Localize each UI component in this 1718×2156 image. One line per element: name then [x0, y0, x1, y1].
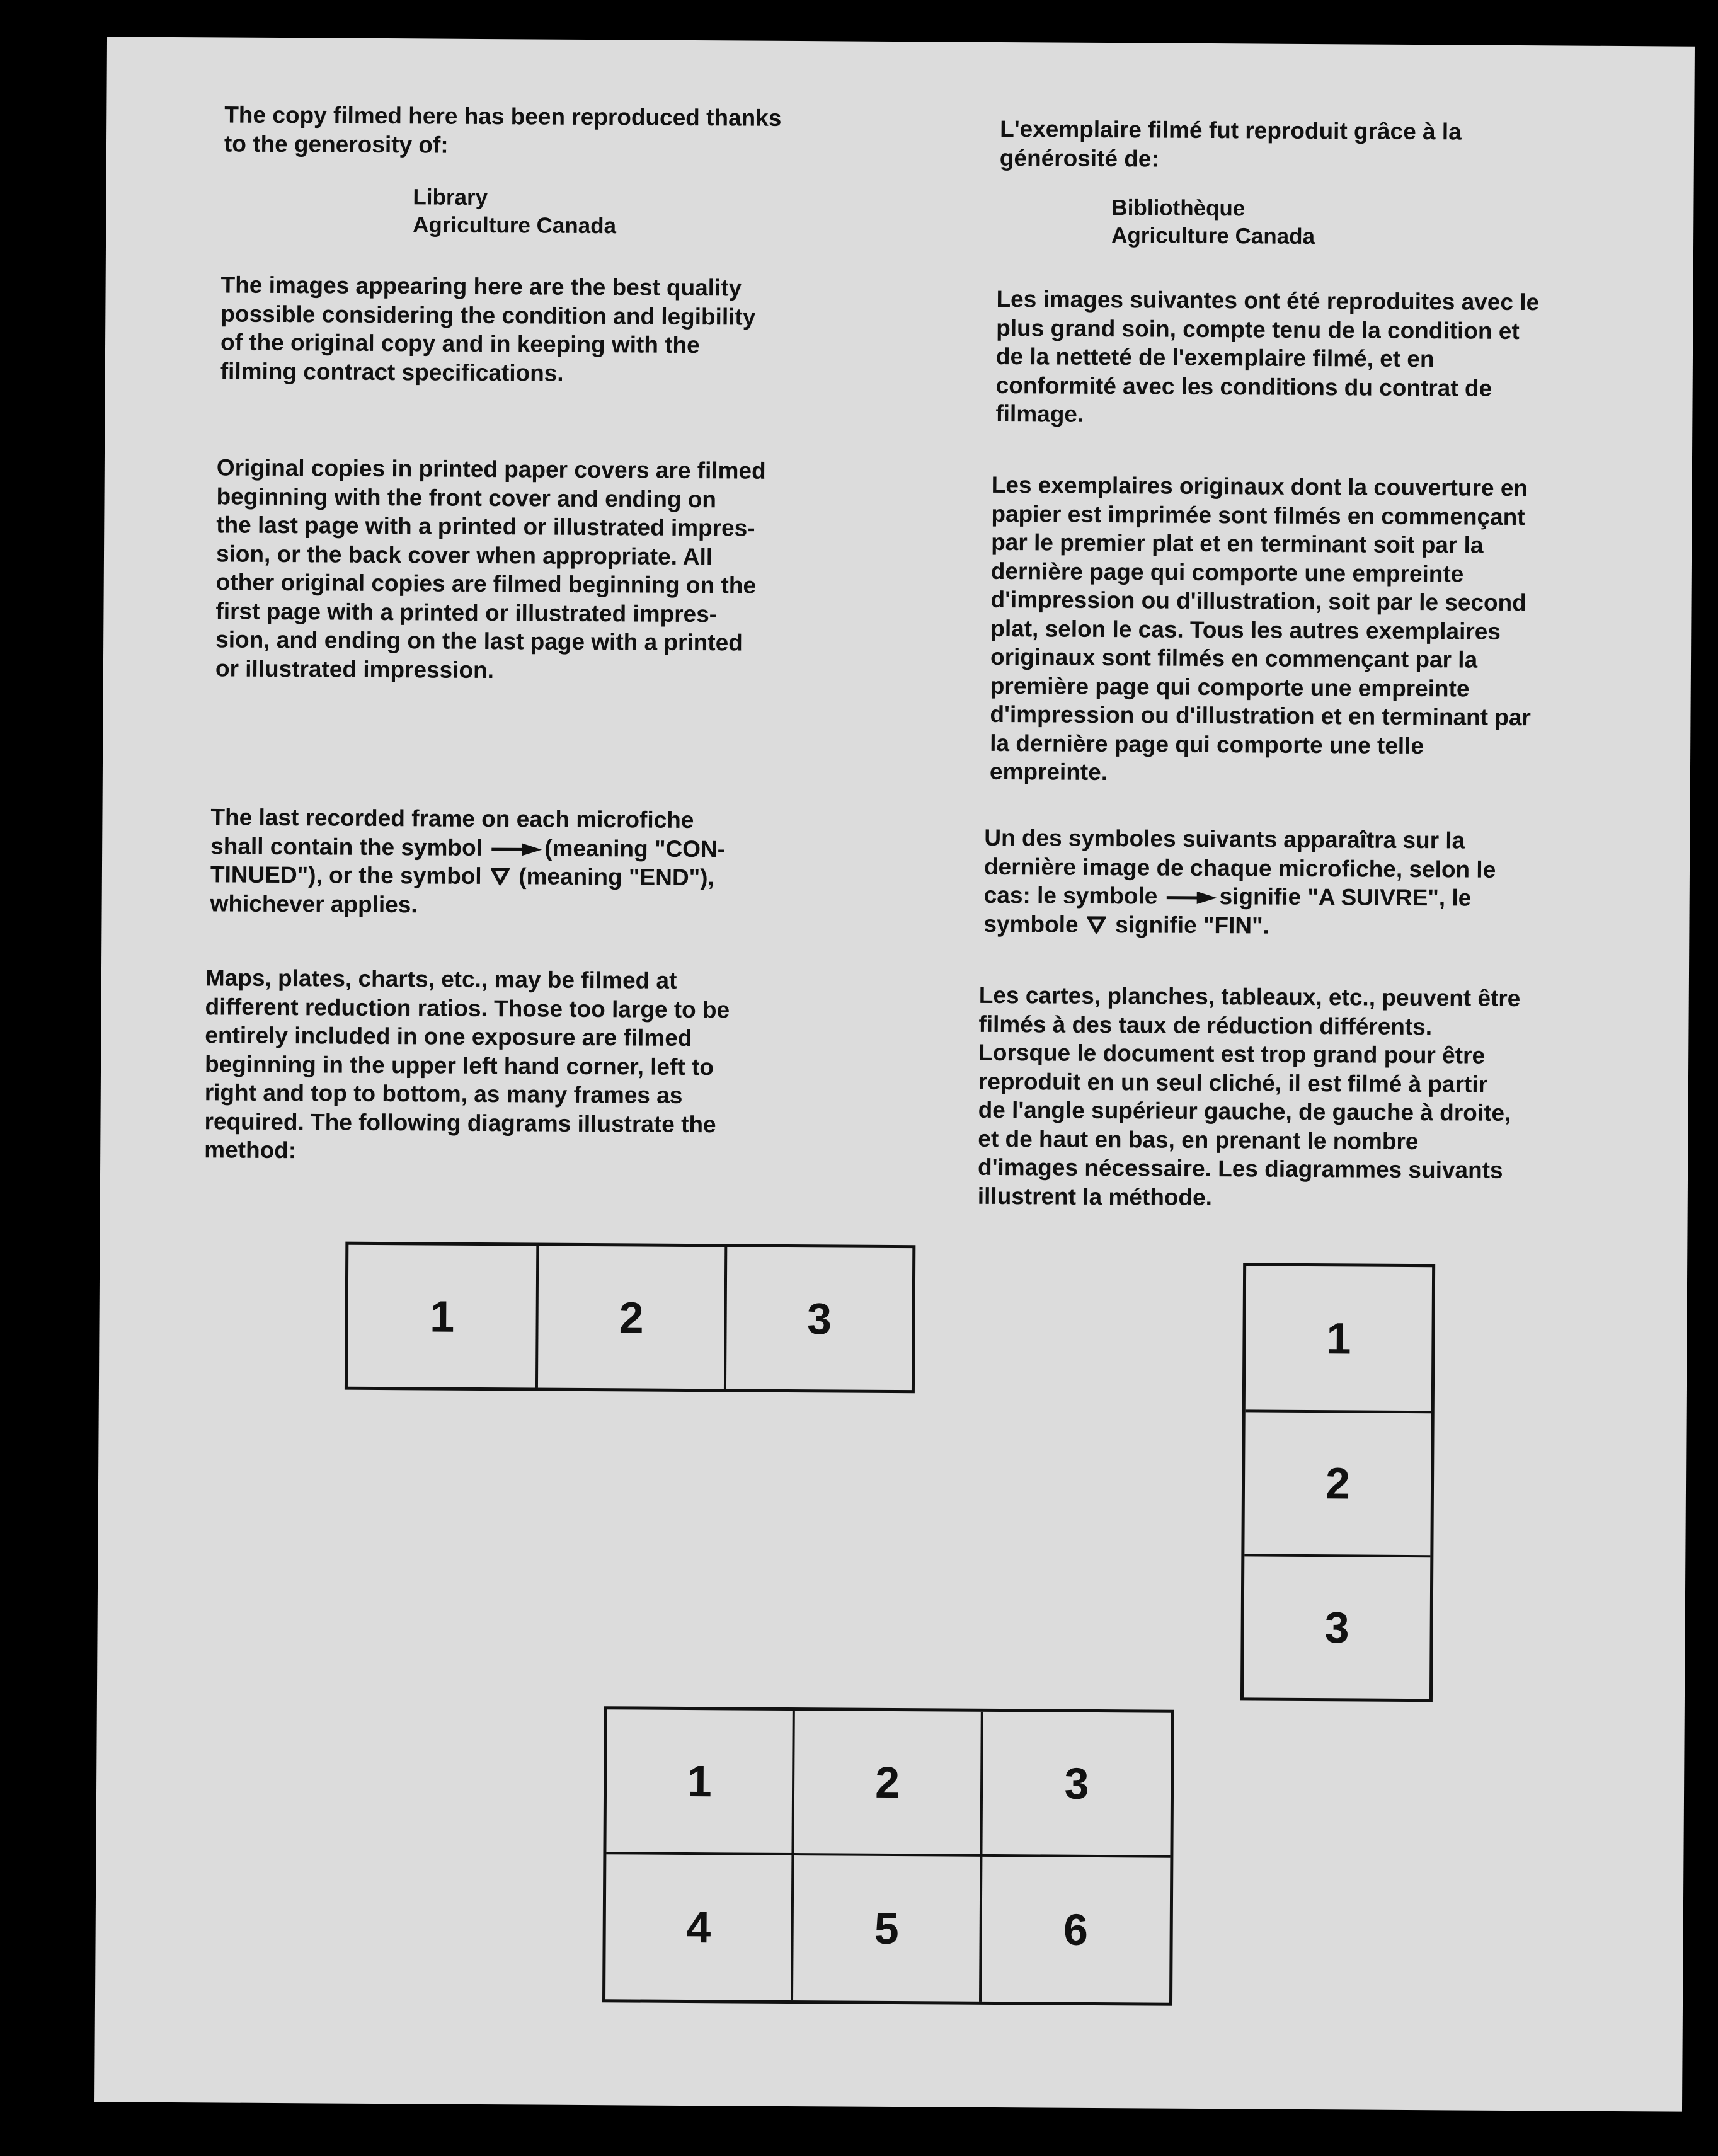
english-intro: The copy filmed here has been reproduced thanks to the generosity of: — [224, 101, 782, 158]
french-covers-paragraph: Les exemplaires originaux dont la couverture en papier est imprimée sont filmés en commençant par le premier plat et en terminant soit par la dernière page qui comporte une empreinte d'impression ou d'illustration, soit par le second plat, selon le cas. Tous les autres exemplaires originaux sont filmés en commençant par la première page qui comporte une empreinte d'impression ou d'illustration et en terminant par la dernière page qui comporte une telle empreinte. — [989, 471, 1532, 786]
frame-cell: 1 — [430, 1292, 455, 1341]
english-quality-paragraph: The images appearing here are the best quality possible considering the condition and legibility of the original copy and in keeping with the filming contract specifications. — [220, 272, 756, 386]
filming-notice-page — [94, 37, 1695, 2111]
six-frame-grid-diagram — [602, 1706, 1174, 2006]
triangle-down-icon — [491, 868, 510, 885]
frame-cell: 3 — [724, 1247, 913, 1390]
frame-cell: 2 — [535, 1246, 724, 1389]
french-maps-paragraph: Les cartes, planches, tableaux, etc., peuvent être filmés à des taux de réduction différents. Lorsque le document est trop grand pour être reproduit en un seul cliché, il est filmé à partir de l'angle supérieur gauche, de gauche à droite, et de haut en bas, en prenant le nombre d'images nécessaire. Les diagrammes suivants illustrent la méthode. — [977, 982, 1521, 1210]
frame-cell: 4 — [605, 1854, 794, 2000]
frame-cell: 6 — [1063, 1905, 1089, 1954]
horizontal-frames-diagram — [345, 1242, 915, 1394]
frame-cell: 2 — [794, 1711, 983, 1857]
arrow-right-icon — [1167, 891, 1217, 905]
arrow-right-icon — [491, 842, 542, 856]
english-symbols-text-b: (meaning "CON- TINUED"), or the symbol — [210, 835, 726, 890]
frame-cell: 1 — [606, 1709, 795, 1855]
frame-cell: 2 — [1244, 1410, 1431, 1555]
english-symbols-paragraph — [210, 803, 725, 920]
french-symbols-text-a: Un des symboles suivants apparaîtra sur la dernière image de chaque microfiche, selon le cas: le symbole — [983, 824, 1496, 909]
english-institution: Library Agriculture Canada — [413, 185, 617, 239]
french-quality-paragraph: Les images suivantes ont été reproduites avec le plus grand soin, compte tenu de la condition et de la netteté de l'exemplaire filmé, et en conformité avec les conditions du contrat de filmage. — [995, 285, 1540, 427]
french-symbols-text-c: signifie "FIN". — [1108, 911, 1270, 939]
frame-cell: 5 — [793, 1855, 982, 2002]
frame-cell: 1 — [1326, 1314, 1351, 1363]
english-symbols-text-c: (meaning "END"), whichever applies. — [210, 863, 714, 917]
english-maps-paragraph: Maps, plates, charts, etc., may be filmed at different reduction ratios. Those too large to be entirely included in one exposure are filmed beginning in the upper left hand corner, left to right and top to bottom, as many frames as required. The following diagrams illustrate the method: — [204, 965, 730, 1164]
frame-cell: 3 — [982, 1712, 1171, 1858]
english-symbols-text-a: The last recorded frame on each microfiche shall contain the symbol — [210, 804, 694, 861]
vertical-frames-diagram — [1240, 1263, 1435, 1702]
frame-cell: 3 — [1244, 1554, 1430, 1699]
french-symbols-text-b: signifie "A SUIVRE", le symbole — [983, 883, 1472, 938]
french-symbols-paragraph — [983, 823, 1496, 941]
triangle-down-icon — [1087, 915, 1106, 933]
english-covers-paragraph: Original copies in printed paper covers are filmed beginning with the front cover and ending on the last page with a printed or illustrated impres- sion, or the back cover when appropriate. All other original copies are filmed beginning on the first page with a printed or illustrated impres- sion, and ending on the last page with a printed or illustrated impression. — [215, 454, 766, 683]
french-intro: L'exemplaire filmé fut reproduit grâce à la générosité de: — [999, 115, 1462, 172]
french-institution: Bibliothèque Agriculture Canada — [1111, 195, 1315, 249]
